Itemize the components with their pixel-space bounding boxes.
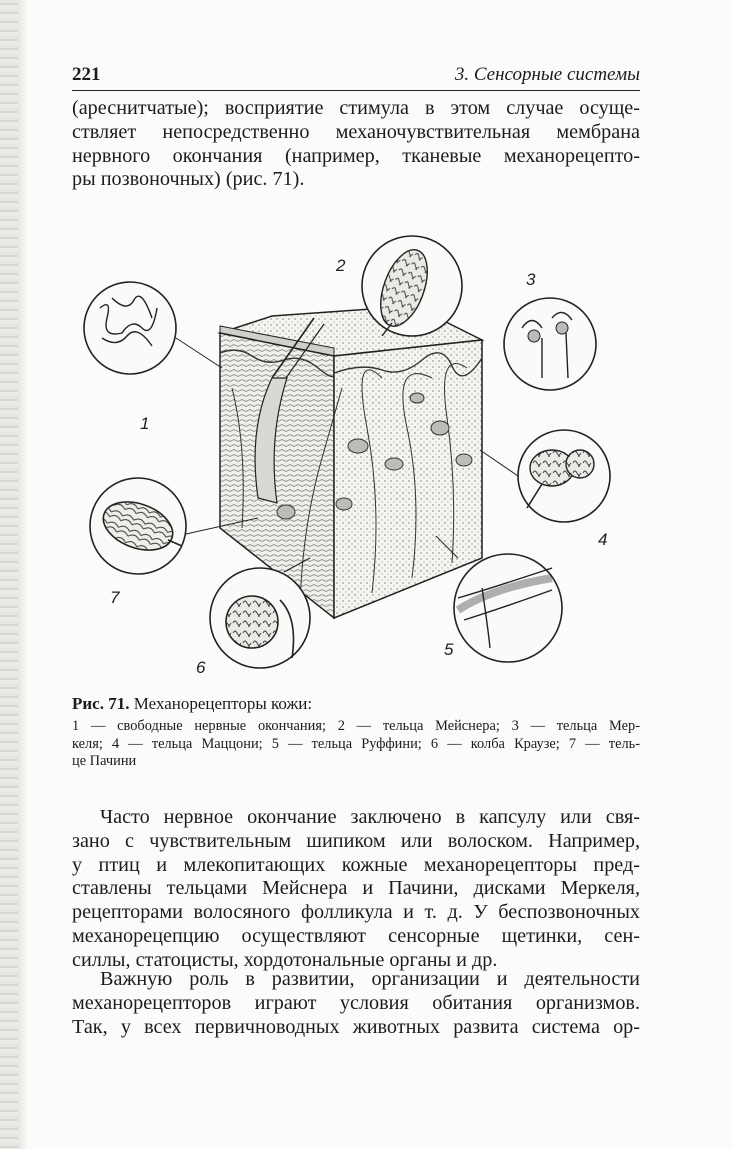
body-paragraph-1 [72,806,640,973]
text-line: рецепторами волосяного фолликула и т. д. У беспозвоночных [72,901,640,924]
figure-caption-legend [72,718,640,771]
callout-mazzoni [480,430,610,522]
figure-caption-label: Рис. 71. [72,694,130,713]
text-line: (ареснитчатые); восприятие стимула в этом случае осуще- [72,97,640,119]
caption-line: 1 — свободные нервные окончания; 2 — тельца Мейснера; 3 — тельца Мер- [72,718,640,734]
skin-block-illustration [72,228,640,678]
text-line: зано с чувствительным шипиком или волоском. Например, [72,829,640,852]
text-line: Важную роль в развитии, организации и деятельности [100,968,640,990]
intro-paragraph [72,97,640,192]
text-line: механорецепторов играют условия обитания организмов. [72,991,640,1014]
text-line: ствляет непосредственно механочувствительная мембрана [72,120,640,143]
figure-caption-heading: Механорецепторы кожи: [133,694,313,713]
page-number: 221 [72,64,101,85]
caption-line: це Пачини [72,753,137,769]
running-head: 3. Сенсорные системы [454,64,640,85]
figure-label-6: 6 [196,658,206,677]
scan-gutter-shadow [18,0,28,1149]
callout-free-nerve-endings [84,282,222,374]
figure-label-2: 2 [336,256,346,275]
caption-line: келя; 4 — тельца Маццони; 5 — тельца Руффини; 6 — колба Краузе; 7 — тель- [72,735,640,752]
figure-label-4: 4 [598,530,608,549]
figure-label-5: 5 [444,640,454,659]
text-line: механорецепцию осуществляют сенсорные щетинки, сен- [72,924,640,947]
text-line: ры позвоночных) (рис. 71). [72,168,305,191]
text-line: нервного окончания (например, тканевые механорецепто- [72,144,640,167]
scan-gutter [0,0,18,1149]
figure-71 [72,228,640,678]
figure-caption-title [72,694,640,714]
figure-label-7: 7 [110,588,120,607]
body-paragraph-2 [72,968,640,1039]
callout-ruffini [436,536,562,662]
callout-merkel [504,298,596,390]
text-line: силлы, статоцисты, хордотональные органы и др. [72,948,498,971]
page-header [72,64,640,91]
figure-label-3: 3 [526,270,536,289]
figure-label-1: 1 [140,414,150,433]
callout-meissner [362,236,462,336]
text-line: Так, у всех первичноводных животных развита система ор- [72,1015,640,1038]
text-line: у птиц и млекопитающих кожные механорецепторы пред- [72,853,640,876]
text-line: Часто нервное окончание заключено в капсулу или свя- [100,806,640,828]
text-line: ставлены тельцами Мейснера и Пачини, дисками Меркеля, [72,877,640,900]
